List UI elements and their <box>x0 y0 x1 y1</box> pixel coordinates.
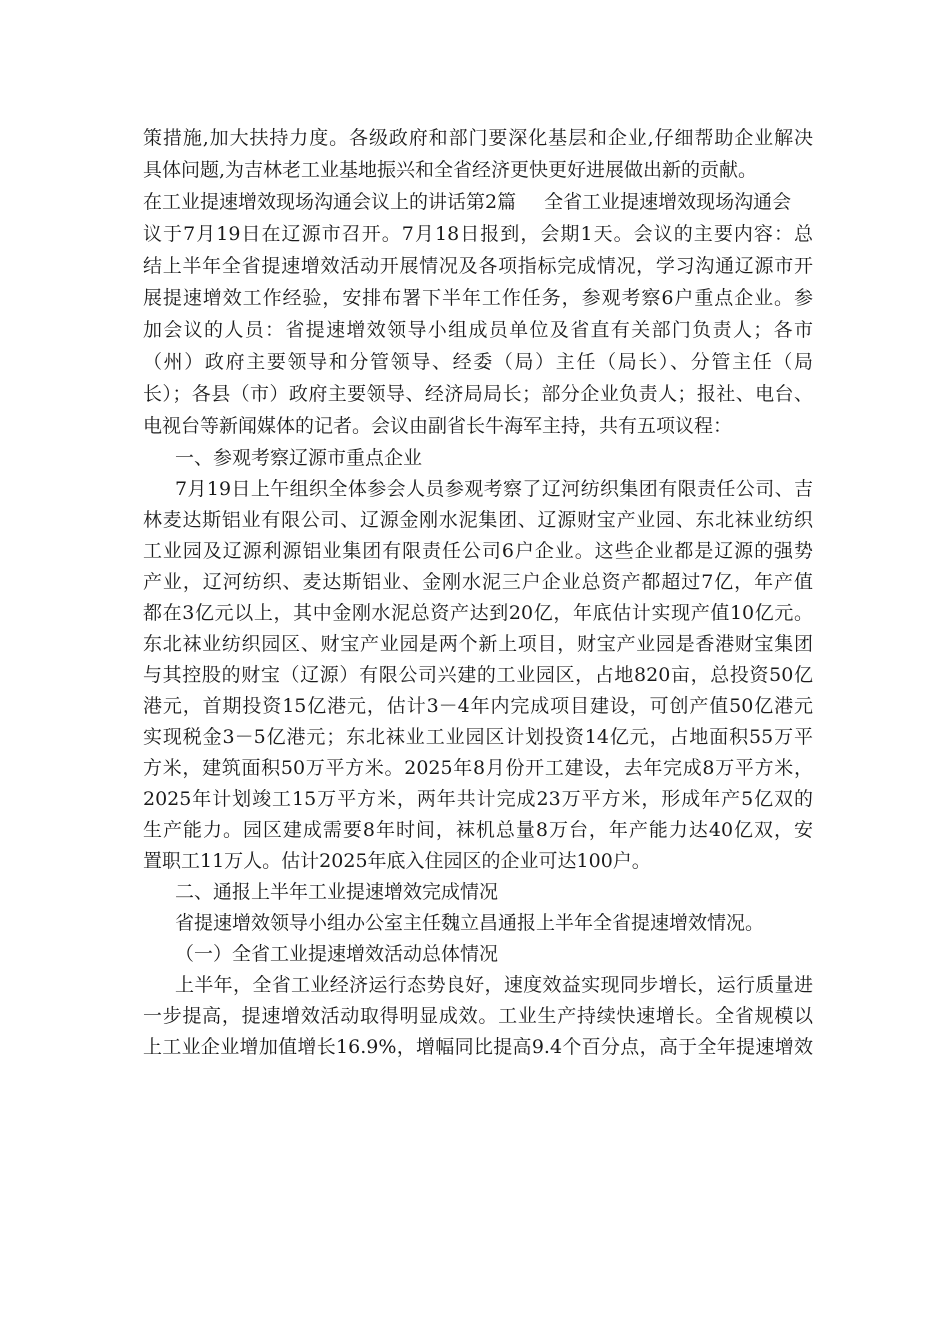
section-heading: 一、参观考察辽源市重点企业 <box>175 447 423 469</box>
body-line: 议于7月19日在辽源市召开。7月18日报到，会期1天。会议的主要内容：总 <box>143 223 813 245</box>
body-line: 置职工11万人。估计2025年底入住园区的企业可达100户。 <box>143 850 651 872</box>
body-line: 产业，辽河纺织、麦达斯铝业、金刚水泥三户企业总资产都超过7亿，年产值 <box>143 571 813 593</box>
body-line: 方米，建筑面积50万平方米。2025年8月份开工建设，去年完成8万平方米， <box>143 757 813 779</box>
body-line: 省提速增效领导小组办公室主任魏立昌通报上半年全省提速增效情况。 <box>175 912 765 934</box>
body-line: 东北袜业纺织园区、财宝产业园是两个新上项目，财宝产业园是香港财宝集团 <box>143 633 813 655</box>
section-heading-line <box>143 186 813 218</box>
body-line: 电视台等新闻媒体的记者。会议由副省长牛海军主持，共有五项议程： <box>143 415 733 437</box>
body-line: 都在3亿元以上，其中金刚水泥总资产达到20亿，年底估计实现产值10亿元。 <box>143 602 813 624</box>
body-line: 7月19日上午组织全体参会人员参观考察了辽河纺织集团有限责任公司、吉 <box>175 478 813 500</box>
body-line: 2025年计划竣工15万平方米，两年共计完成23万平方米，形成年产5亿双的 <box>143 788 813 810</box>
body-text: 全省工业提速增效现场沟通会 <box>544 191 792 213</box>
body-line: 结上半年全省提速增效活动开展情况及各项指标完成情况，学习沟通辽源市开 <box>143 255 813 277</box>
body-line: 港元，首期投资15亿港元，估计3－4年内完成项目建设，可创产值50亿港元 <box>143 695 813 717</box>
body-line: 一步提高，提速增效活动取得明显成效。工业生产持续快速增长。全省规模以 <box>143 1005 813 1027</box>
body-line: 加会议的人员：省提速增效领导小组成员单位及省直有关部门负责人；各市 <box>143 319 813 341</box>
article-title: 在工业提速增效现场沟通会议上的讲话第2篇 <box>143 191 517 213</box>
body-line: （州）政府主要领导和分管领导、经委（局）主任（局长）、分管主任（局 <box>143 351 813 373</box>
body-line: 上半年，全省工业经济运行态势良好，速度效益实现同步增长，运行质量进 <box>175 974 813 996</box>
section-heading: 二、通报上半年工业提速增效完成情况 <box>175 881 499 903</box>
body-line: 长）；各县（市）政府主要领导、经济局局长；部分企业负责人；报社、电台、 <box>143 383 813 405</box>
body-line: 策措施,加大扶持力度。各级政府和部门要深化基层和企业,仔细帮助企业解决 <box>143 127 813 149</box>
body-line: 上工业企业增加值增长16.9%，增幅同比提高9.4个百分点，高于全年提速增效 <box>143 1036 813 1058</box>
subsection-heading: （一）全省工业提速增效活动总体情况 <box>175 943 499 965</box>
body-line: 具体问题,为吉林老工业基地振兴和全省经济更快更好进展做出新的贡献。 <box>143 159 758 181</box>
body-line: 与其控股的财宝（辽源）有限公司兴建的工业园区，占地820亩，总投资50亿 <box>143 664 813 686</box>
body-line: 实现税金3－5亿港元；东北袜业工业园区计划投资14亿元，占地面积55万平 <box>143 726 813 748</box>
document-page <box>143 122 813 1063</box>
body-line: 工业园及辽源利源铝业集团有限责任公司6户企业。这些企业都是辽源的强势 <box>143 540 813 562</box>
body-line: 生产能力。园区建成需要8年时间，袜机总量8万台，年产能力达40亿双，安 <box>143 819 813 841</box>
body-line: 展提速增效工作经验，安排布署下半年工作任务，参观考察6户重点企业。参 <box>143 287 813 309</box>
body-line: 林麦达斯铝业有限公司、辽源金刚水泥集团、辽源财宝产业园、东北袜业纺织 <box>143 509 813 531</box>
